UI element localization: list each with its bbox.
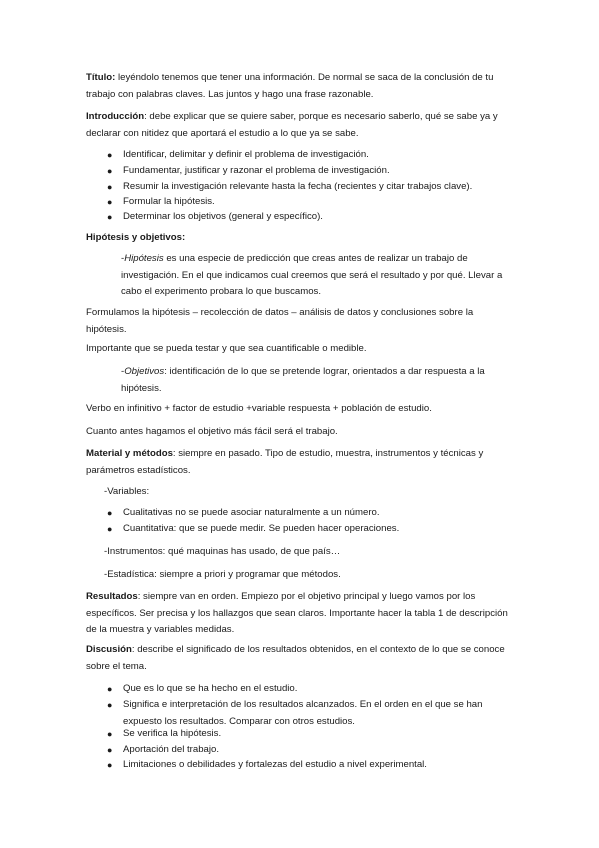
bullet-icon: ●	[107, 212, 113, 222]
bullet-text: Aportación del trabajo.	[123, 744, 219, 755]
bullet-icon: ●	[107, 166, 113, 176]
bullet-text: Cualitativas no se puede asociar naturalmente a un número.	[123, 507, 380, 518]
estadistica-line: -Estadística: siempre a priori y programar que métodos.	[104, 569, 341, 580]
dash: -	[121, 366, 125, 377]
objetivos-definition	[121, 364, 514, 397]
hipotesis-paragraph-2: Importante que se pueda testar y que sea cuantificable o medible.	[86, 343, 367, 354]
bullet-icon: ●	[107, 745, 113, 755]
bullet-text: Formular la hipótesis.	[123, 196, 215, 207]
discusion-text: : describe el significado de los resultados obtenidos, en el contexto de lo que se conoce sobre el tema.	[86, 644, 505, 672]
material-text: : siempre en pasado. Tipo de estudio, muestra, instrumentos y técnicas y parámetros estadísticos.	[86, 448, 484, 476]
titulo-label: Título:	[86, 72, 116, 83]
variables-heading: -Variables:	[104, 486, 150, 497]
bullet-text: Identificar, delimitar y definir el problema de investigación.	[123, 149, 369, 160]
instrumentos-line: -Instrumentos: qué maquinas has usado, de que país…	[104, 546, 341, 557]
bullet-text: Significa e interpretación de los resultados alcanzados. En el orden en el que se han expuesto los resultados. Comparar con otros estudios.	[123, 699, 483, 727]
material-label: Material y métodos	[86, 448, 173, 459]
hipotesis-paragraph-3: Verbo en infinitivo + factor de estudio +variable respuesta + población de estudio.	[86, 403, 432, 414]
bullet-icon: ●	[107, 182, 113, 192]
hipotesis-definition	[121, 251, 514, 301]
hipotesis-definition-text: es una especie de predicción que creas antes de realizar un trabajo de investigación. En el que indicamos cual creemos que será el resultado y por qué. Llevar a cabo el experimento probara lo que buscamos.	[121, 253, 503, 297]
objetivos-term: Objetivos	[124, 366, 165, 377]
bullet-icon: ●	[107, 197, 113, 207]
introduccion-text: : debe explicar que se quiere saber, porque es necesario saberlo, qué se sabe ya y declarar con nitidez que aportará el estudio a lo que ya se sabe.	[86, 111, 498, 139]
bullet-text: Fundamentar, justificar y razonar el problema de investigación.	[123, 165, 390, 176]
hipotesis-heading	[86, 230, 514, 247]
dash: -	[121, 253, 125, 264]
hipotesis-term: Hipótesis	[124, 253, 164, 264]
bullet-text: Resumir la investigación relevante hasta la fecha (recientes y citar trabajos clave).	[123, 181, 473, 192]
bullet-text: Que es lo que se ha hecho en el estudio.	[123, 683, 298, 694]
resultados-label: Resultados	[86, 591, 138, 602]
introduccion-paragraph	[86, 109, 514, 142]
titulo-text: leyéndolo tenemos que tener una información. De normal se saca de la conclusión de tu trabajo con palabras claves. Las juntos y hago una frase razonable.	[86, 72, 494, 100]
bullet-icon: ●	[107, 729, 113, 739]
discusion-paragraph	[86, 642, 514, 675]
bullet-icon: ●	[107, 524, 113, 534]
hipotesis-heading-text: Hipótesis y objetivos:	[86, 232, 186, 243]
bullet-text: Determinar los objetivos (general y específico).	[123, 211, 323, 222]
objetivos-definition-text: : identificación de lo que se pretende lograr, orientados a dar respuesta a la hipótesis.	[121, 366, 485, 394]
discusion-label: Discusión	[86, 644, 132, 655]
bullet-icon: ●	[107, 684, 113, 694]
bullet-icon: ●	[107, 508, 113, 518]
bullet-icon: ●	[107, 760, 113, 770]
material-paragraph	[86, 446, 514, 479]
introduccion-label: Introducción	[86, 111, 145, 122]
bullet-text: Cuantitativa: que se puede medir. Se pueden hacer operaciones.	[123, 523, 400, 534]
bullet-text: Limitaciones o debilidades y fortalezas del estudio a nivel experimental.	[123, 759, 427, 770]
hipotesis-paragraph-1: Formulamos la hipótesis – recolección de datos – análisis de datos y conclusiones sobre la hipótesis.	[86, 307, 474, 335]
bullet-icon: ●	[107, 700, 113, 710]
resultados-paragraph	[86, 589, 514, 639]
resultados-text: : siempre van en orden. Empiezo por el objetivo principal y luego vamos por los específicos. Ser precisa y los hallazgos que sean claros. Importante hacer la tabla 1 de descripción de la muestra y variables medidas.	[86, 591, 508, 635]
hipotesis-paragraph-4: Cuanto antes hagamos el objetivo más fácil será el trabajo.	[86, 426, 338, 437]
bullet-icon: ●	[107, 150, 113, 160]
titulo-paragraph	[86, 70, 514, 103]
bullet-text: Se verifica la hipótesis.	[123, 728, 222, 739]
